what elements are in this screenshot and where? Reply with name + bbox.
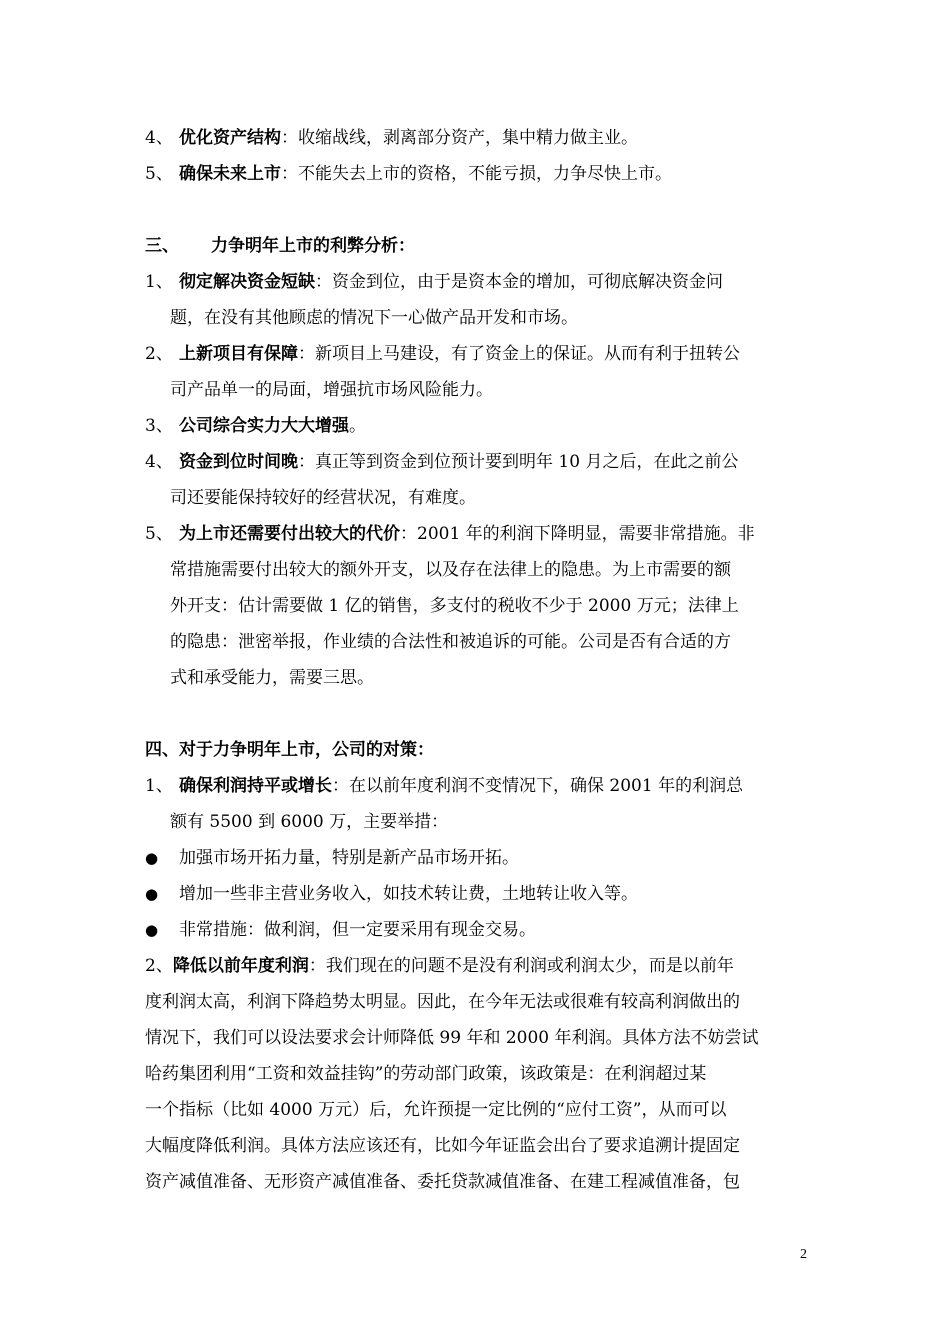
section-number: 三、	[145, 236, 179, 256]
list-item	[145, 450, 738, 474]
item-number: 1、	[145, 776, 173, 796]
item-number: 5、	[145, 164, 173, 184]
paragraph-line: 资产减值准备、无形资产减值准备、委托贷款减值准备、在建工程减值准备，包	[145, 1172, 740, 1192]
item-text: ：新项目上马建设，有了资金上的保证。从而有利于扭转公	[298, 344, 740, 364]
item-continuation: 司还要能保持较好的经营状况，有难度。	[170, 488, 476, 508]
bullet-text: 增加一些非主营业务收入，如技术转让费，土地转让收入等。	[179, 884, 638, 904]
item-title: 公司综合实力大大增强	[179, 416, 349, 436]
item-text: ：真正等到资金到位预计要到明年 10 月之后，在此之前公	[298, 452, 739, 472]
item-continuation: 题，在没有其他顾虑的情况下一心做产品开发和市场。	[170, 308, 578, 328]
item-continuation: 常措施需要付出较大的额外开支，以及存在法律上的隐患。为上市需要的额	[170, 560, 731, 580]
item-text: ：我们现在的问题不是没有利润或利润太少，而是以前年	[308, 956, 734, 976]
item-title: 优化资产结构	[179, 128, 281, 148]
section-heading	[145, 234, 415, 258]
item-text: 。	[349, 416, 366, 436]
page-number: 2	[800, 1247, 807, 1262]
paragraph-line: 一个指标（比如 4000 万元）后，允许预提一定比例的“应付工资”，从而可以	[145, 1100, 727, 1120]
item-number: 3、	[145, 416, 173, 436]
item-text: ：不能失去上市的资格，不能亏损，力争尽快上市。	[281, 164, 672, 184]
item-text: ：收缩战线，剥离部分资产，集中精力做主业。	[281, 128, 638, 148]
item-title: 为上市还需要付出较大的代价	[179, 524, 400, 544]
item-number: 5、	[145, 524, 173, 544]
item-title: 降低以前年度利润	[172, 956, 309, 976]
item-continuation: 的隐患：泄密举报，作业绩的合法性和被追诉的可能。公司是否有合适的方	[170, 632, 731, 652]
list-item	[145, 522, 755, 546]
bullet-icon: ●	[145, 921, 159, 939]
bullet-text: 非常措施：做利润，但一定要采用有现金交易。	[179, 920, 536, 940]
item-title: 彻定解决资金短缺	[179, 272, 315, 292]
item-number: 2、	[145, 956, 173, 976]
bullet-item	[145, 846, 519, 870]
item-title: 上新项目有保障	[179, 344, 298, 364]
bullet-item	[145, 918, 536, 942]
bullet-item	[145, 882, 638, 906]
item-continuation: 额有 5500 到 6000 万，主要举措：	[170, 812, 449, 832]
item-text: ：2001 年的利润下降明显，需要非常措施。非	[400, 524, 755, 544]
item-text: ：资金到位，由于是资本金的增加，可彻底解决资金问	[315, 272, 723, 292]
section-title: 力争明年上市的利弊分析：	[211, 236, 415, 256]
section-heading: 四、对于力争明年上市，公司的对策：	[145, 740, 434, 760]
list-item	[145, 774, 743, 798]
list-item	[145, 954, 734, 978]
bullet-icon: ●	[145, 885, 159, 903]
item-number: 4、	[145, 452, 173, 472]
list-item	[145, 162, 672, 186]
item-text: ：在以前年度利润不变情况下，确保 2001 年的利润总	[332, 776, 744, 796]
item-continuation: 式和承受能力，需要三思。	[170, 668, 374, 688]
list-item	[145, 126, 638, 150]
item-title: 确保利润持平或增长	[179, 776, 332, 796]
paragraph-line: 哈药集团利用“工资和效益挂钩”的劳动部门政策，该政策是：在利润超过某	[145, 1064, 707, 1084]
bullet-icon: ●	[145, 849, 159, 867]
paragraph-line: 情况下，我们可以设法要求会计师降低 99 年和 2000 年利润。具体方法不妨尝试	[145, 1028, 759, 1048]
paragraph-line: 大幅度降低利润。具体方法应该还有，比如今年证监会出台了要求追溯计提固定	[145, 1136, 740, 1156]
bullet-text: 加强市场开拓力量，特别是新产品市场开拓。	[179, 848, 519, 868]
list-item	[145, 270, 723, 294]
item-number: 1、	[145, 272, 173, 292]
paragraph-line: 度利润太高，利润下降趋势太明显。因此，在今年无法或很难有较高利润做出的	[145, 992, 740, 1012]
item-number: 4、	[145, 128, 173, 148]
item-title: 资金到位时间晚	[179, 452, 298, 472]
item-continuation: 司产品单一的局面，增强抗市场风险能力。	[170, 380, 493, 400]
item-title: 确保未来上市	[179, 164, 281, 184]
list-item	[145, 414, 366, 438]
item-number: 2、	[145, 344, 173, 364]
list-item	[145, 342, 740, 366]
item-continuation: 外开支：估计需要做 1 亿的销售，多支付的税收不少于 2000 万元；法律上	[170, 596, 739, 616]
